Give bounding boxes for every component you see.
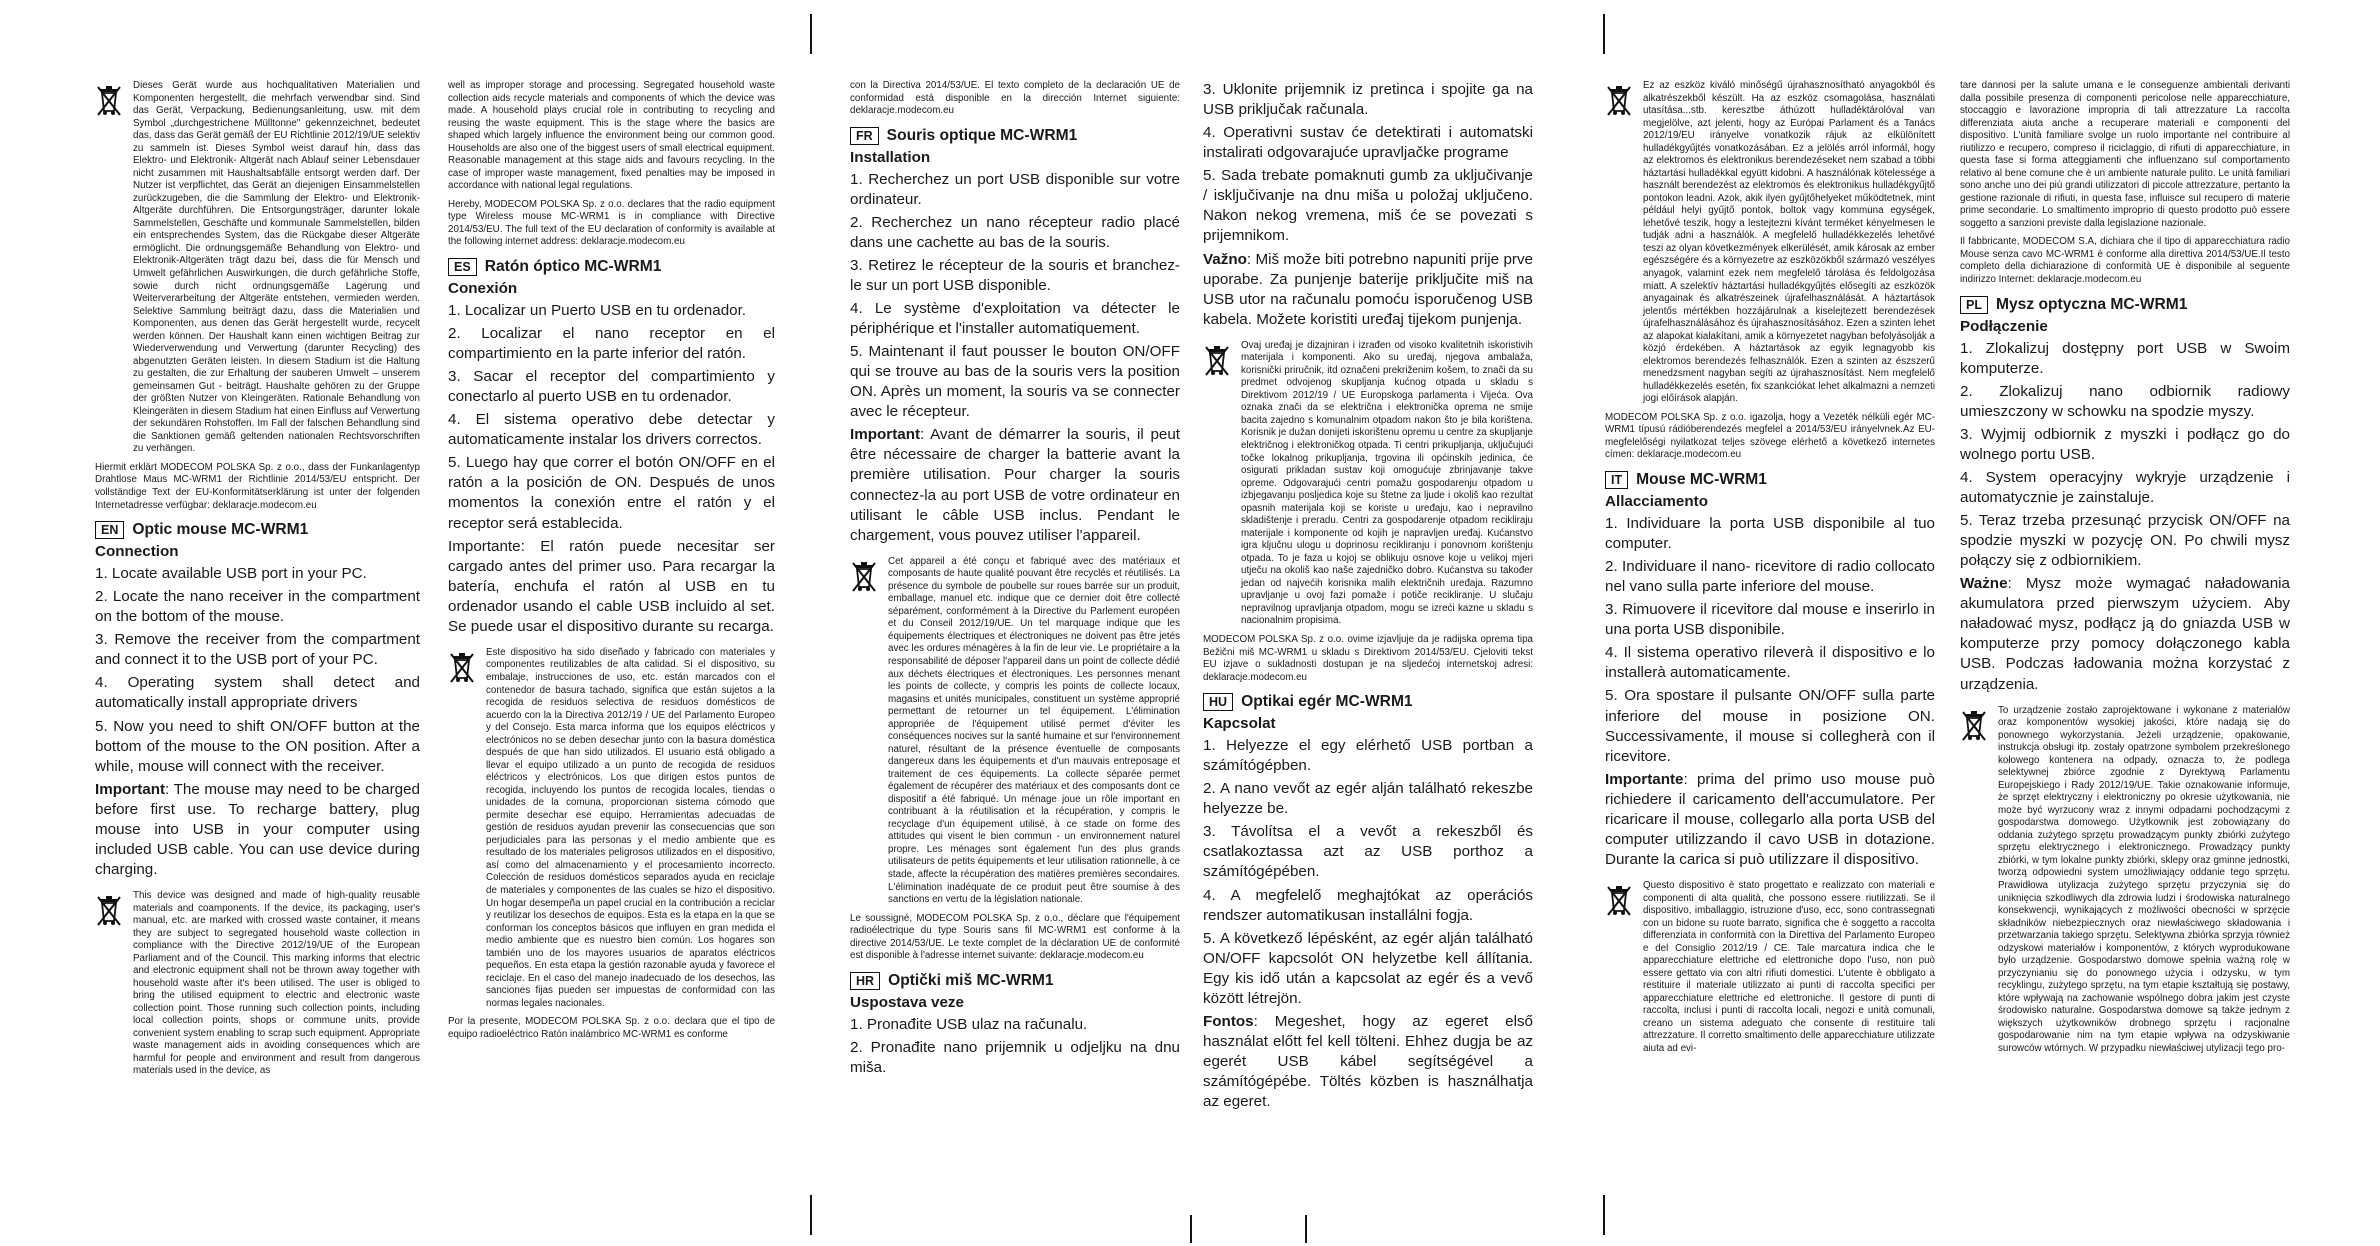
hu-declaration: MODECOM POLSKA Sp. z o.o. igazolja, hogy a Vezeték nélküli egér MC-WRM1 típusú rádióberendezés megfelel a 2014/53/EU irányelvnek.Az EU-megfelelőségi nyilatkozat teljes szövege elérhető a következő internetes címen: deklaracje.modecom.eu [1605, 411, 1935, 461]
hr-weee-text: Ovaj uređaj je dizajniran i izrađen od visoko kvalitetnih iskoristivih materijala i komponenti. Ako su uređaj, njegova ambalaža, korisnički priručnik, itd označeni prekriženim košem, to znači da su predmet odvojenog skupljanja kućnog otpada u skladu s Direktivom 2012/19 / UE Europskoga parlamenta i Vijeća. Ova oznaka znači da se električna i elektronička oprema ne smije bacita zajedno s komunalnim otpadom nakon što je bila korištena. Korisnik je dužan donijeti iskorištenu opremu u centre za skupljanje električnog i elektroničkog otpada. Ti centri prikupljanja, uključujući točke lokalnog prikupljanja, trgovina ili općinskih jedinica, će osigurati prikladan sustav koji omogućuje zbrinjavanje takve opreme. Odgovarajući centri pomažu gospodarenju otpadom u izbjegavanju posljedica koje su štetne za ljude i okoliš kao rezultat opasnih materijala koji se koriste u uređaju, kao i nepravilno skladištenje i preradu. Centri za gospodarenje otpadom recikliraju materijale i komponente od kojih je napravljen uređaj. Kućanstvo igra ključnu ulogu u doprinosu recikliranju i ponovnom korištenju otpada. To je faza u kojoj se oblikuju osnove koje u velikoj mjeri utječu na okoliš kao naše zajedničko dobro. Kućanstva su također jedan od najvećih korisnika malih električnih uređaja. Razumno upravljanje u ovoj fazi pomaže i potiče recikliranje. U slučaju nepravilnog upravljanja otpadom, mogu se izreći kazne u skladu s nacionalnim propisima. [1241, 339, 1533, 627]
pl-title: Mysz optyczna MC-WRM1 [1995, 295, 2188, 313]
fr-header [850, 126, 1180, 146]
crossed-bin-icon [1960, 709, 1988, 741]
hu-weee-notice [1605, 80, 1935, 412]
hu-step: 1. Helyezze el egy elérhető USB portban a számítógépben. [1203, 737, 1533, 775]
es-important: Importante: El ratón puede necesitar ser cargado antes del primer uso. Para recargar la batería, enchufa el ratón al USB en tu ordenador usando el cable USB incluido al set. Se puede usar el dispositivo durante su recarga. [448, 537, 775, 635]
it-important: Importante: prima del primo uso mouse può richiedere il caricamento dell'accumulatore. Per ricaricare il mouse, collegarlo alla porta USB del computer utilizzando il cavo USB in dotazione. Durante la carica si può utilizzare il dispositivo. [1605, 770, 1935, 868]
fr-subtitle: Installation [850, 148, 931, 166]
pl-important: Ważne: Mysz może wymagać naładowania akumulatora przed pierwszym użyciem. Aby naładować mysz, podłącz ją do gniazda USB w komputerze przy pomocy dołączonego kabla USB. Podczas ładowania można korzystać z urządzenia. [1960, 575, 2290, 693]
hu-important: Fontos: Megeshet, hogy az egeret első használat előtt fel kell tölteni. Ehhez dugja be az egerét USB kábel segítségével a számítógépébe. Töltés közben is használhatja az egeret. [1203, 1012, 1533, 1111]
es-step: 4. El sistema operativo debe detectar y automaticamente instalar los drivers correctos. [448, 411, 775, 449]
en-steps [95, 564, 420, 880]
column-2 [448, 80, 775, 1047]
crossed-bin-icon [95, 894, 123, 926]
fr-title: Souris optique MC-WRM1 [886, 126, 1078, 144]
pl-subtitle: Podłączenie [1960, 317, 2048, 335]
es-subtitle: Conexión [448, 280, 518, 298]
it-lang-badge: IT [1605, 471, 1628, 489]
pl-weee-text: To urządzenie zostało zaprojektowane i wykonane z materiałów oraz komponentów wysokiej jakości, które nadają się do ponownego wykorzystania. Jeżeli urządzenie, opakowanie, instrukcja obsługi itp. zostały opatrzone symbolem przekreślonego kołowego kontenera na odpady, oznacza to, że podlega selektywnej zbiórce zgodnie z Dyrektywą Parlamentu Europejskiego i Rady 2012/19/UE. Takie oznakowanie informuje, że sprzęt elektryczny i elektroniczny po okresie użytkowania, nie może być wyrzucony wraz z innymi odpadami pochodzącymi z gospodarstwa domowego. Użytkownik jest zobowiązany do oddania zużytego sprzętu prowadzącym punkty zbiórki zużytego sprzętu elektrycznego i elektronicznego. Prowadzący punkty zbiórki, w tym lokalne punkty zbiórki, sklepy oraz gminne jednostki, tworzą odpowiedni system umożliwiający oddanie tego sprzętu. Prawidłowa utylizacja zużytego sprzętu przyczynia się do uniknięcia szkodliwych dla zdrowia ludzi i środowiska naturalnego konsekwencji, wynikających z możliwości obecności w sprzęcie składników niebezpiecznych oraz niewłaściwego składowania i przetwarzania takiego sprzętu. Selektywna zbiórka sprzyja również odzyskowi materiałów i komponentów, z których wyprodukowane było urządzenie. Gospodarstwo domowe spełnia ważną rolę w przyczynianiu się do ponownego użycia i odzysku, w tym recyklingu, zużytego sprzętu, na tym etapie kształtują się postawy, które wpływają na zachowanie wspólnego dobra jakim jest czyste środowisko naturalne. Gospodarstwa domowe są także jednym z większych użytkowników drobnego sprzętu i racjonalne gospodarowanie nim na tym etapie wpływa na odzyskiwanie surowców wtórnych. W przypadku niewłaściwej utylizacji tego pro- [1998, 704, 2290, 1054]
pl-step: 3. Wyjmij odbiornik z myszki i podłącz go do wolnego portu USB. [1960, 425, 2290, 463]
de-weee-text: Dieses Gerät wurde aus hochqualitativen Materialien und Komponenten hergestellt, die mehrfach verwendbar sind. Sind das Gerät, Verpackung, Bedienungsanleitung, usw. mit dem Symbol „durchgestrichene Mülltonne" gekennzeichnet, bedeutet das, dass das Gerät gemäß der EU Richtlinie 2012/19/UE selektiv zu sammeln ist. Dieses Symbol weist darauf hin, dass das Elektro- und Elektronik- Altgerät nach Ablauf seiner Lebensdauer nicht zusammen mit Haushaltsabfälle entsorgt werden darf. Der Nutzer ist verpflichtet, das Gerät an diejenigen Einsammelstellen zurückzugeben, die die Sammlung der Elektro- und Elektronik-Altgeräte durchführen. Die Entsorgungsträger, darunter lokale Sammelstellen, Geschäfte und kommunale Sammelstellen, bilden ein entsprechendes System, das die Rückgabe dieser Altgeräte ermöglicht. Die ordnungsgemäße Behandlung von Elektro- und Elektronik-Altgeräten trägt dazu bei, dass die für Mensch und Umwelt gefährlichen Auswirkungen, die durch gefährliche Stoffe, sowie durch nicht ordnungsgemäße Lagerung und Weiterverarbeitung der Altgeräte entstehen, vermieden werden. Selektive Sammlung beiträgt dazu, dass die Materialien und Komponenten, aus denen das Gerät hergestellt wurde, recycelt werden können. Der Haushalt kann einen wichtigen Beitrag zur Wiederverwendung und Verwertung (darunter Recycling) des abgenutzten Geräten leisten. In diesem Stadium ist die Haltung zu gestalten, die zur Erhaltung der sauberen Umwelt – unserem gemeinsamen Gut - beiträgt. Haushalte gehören zu der Gruppe der größten Nutzer von Kleingeräten. Rationale Behandlung von Kleingeräten in diesem Stadium hat einen Einfluss auf Verwertung der sekundären Rohstoffen. Im Fall der falschen Behandlung sind die Sanktionen gemäß geltenden nationalen Rechtsvorschriften zu verhängen. [133, 80, 421, 455]
column-3 [850, 80, 1180, 1081]
pl-lang-badge: PL [1960, 296, 1988, 314]
hr-important: Važno: Miš može biti potrebno napuniti prije prve uporabe. Za punjenje baterije priključite miš na USB utor na računalu pomoću isporučenog USB kabela. Možete koristiti uređaj tijekom punjenja. [1203, 250, 1533, 328]
it-weee-continued: tare dannosi per la salute umana e le conseguenze ambientali derivanti dalla possibile presenza di componenti pericolose nelle apparecchiature, stoccaggio e lavorazione impropria di tali attrezzature La raccolta differenziata aiuta anche a recuperare materiali e componenti del dispositivo. L'unità familiare svolge un ruolo importante nel contribuire al riutilizzo e recupero, compreso il riciclaggio, di rifiuti di apparecchiature, in questa fase si forma atteggiamenti che influenzano sul comportamento relativo al bene comune che è un ambiente naturale pulito. Le unità familiari sono anche uno dei più grandi utilizzatori di piccole attrezzature, pertanto la gestione razionale di rifiuti, in questa fase, influisce sul recupero di materie prime secondarie. Lo smaltimento improprio di questo prodotto può essere soggetto a sanzioni previste dalla legislazione nazionale. [1960, 80, 2290, 229]
hr-step: 1. Pronađite USB ulaz na računalu. [850, 1015, 1088, 1033]
hu-header [1203, 692, 1533, 712]
es-header [448, 257, 775, 277]
hr-declaration: MODECOM POLSKA Sp. z o.o. ovime izjavljuje da je radijska oprema tipa Bežični miš MC-WRM1 u skladu s Direktivom 2014/53/EU. Cjeloviti tekst EU izjave o sukladnosti dostupan je na sljedećoj internetskoj adresi: deklaracje.modecom.eu [1203, 633, 1533, 683]
fold-mark [1603, 1195, 1605, 1235]
es-step: 1. Localizar un Puerto USB en tu ordenador. [448, 301, 747, 319]
pl-steps [1960, 339, 2290, 695]
column-4 [1203, 80, 1533, 1115]
hr-steps-continued [1203, 80, 1533, 330]
fr-step: 1. Recherchez un port USB disponible sur votre ordinateur. [850, 170, 1180, 208]
fold-mark [1190, 1215, 1192, 1243]
en-subtitle: Connection [95, 543, 179, 561]
es-weee-notice [448, 647, 775, 1016]
fold-mark [1305, 1215, 1307, 1243]
es-step: 5. Luego hay que correr el botón ON/OFF en el ratón a la posición de ON. Después de unos momentos la conexión entre el ratón y el receptor será establecida. [448, 454, 775, 532]
crossed-bin-icon [1203, 344, 1231, 376]
fr-step: 2. Recherchez un nano récepteur radio placé dans une cachette au bas de la souris. [850, 213, 1180, 251]
es-steps [448, 301, 775, 637]
en-step: 1. Locate available USB port in your PC. [95, 565, 367, 583]
en-step: 3. Remove the receiver from the compartment and connect it to the USB port of your PC. [95, 631, 420, 669]
en-step: 4. Operating system shall detect and automatically install appropriate drivers [95, 674, 420, 712]
hr-title: Optički miš MC-WRM1 [888, 971, 1054, 989]
es-title: Ratón óptico MC-WRM1 [484, 257, 662, 275]
fold-mark [810, 1195, 812, 1235]
hu-lang-badge: HU [1203, 693, 1233, 711]
column-5 [1605, 80, 1935, 1061]
es-step: 3. Sacar el receptor del compartimiento y conectarlo al puerto USB en tu ordenador. [448, 368, 775, 406]
pl-header [1960, 295, 2290, 315]
crossed-bin-icon [1605, 884, 1633, 916]
pl-step: 4. System operacyjny wykryje urządzenie i automatycznie je zainstaluje. [1960, 468, 2290, 506]
it-header [1605, 470, 1935, 490]
hu-weee-text: Ez az eszköz kiváló minőségű újrahasznosítható anyagokból és alkatrészekből készült. Ha az eszköz csomagolása, használati utasítása...stb. keresztbe áthúzott hulladéktárolóval van megjelölve, azt jelenti, hogy az Európai Parlament és a Tanács 2012/19/EU irányelve vonatkozik rájuk az elkülönített hulladékgyűjtés vonatkozásában. Ez a jelölés arról informál, hogy az elektromos és elektronikus berendezéseket nem szabad a többi háztartási hulladékkal együtt kidobni. A használónak kötelessége a használt berendezést az elektromos és elektronikus hulladékgyűjtő pontokon leadni. Azok, akik ilyen gyűjtőhelyeket működtetnek, mint például helyi gyűjtő pontok, boltok vagy kommuna egységek, lehetővé teszik, hogy a lestejtezni kívánt terméket kényelmesen le tudják adni a használók. A megfelelő hulladékkezelés lehetővé teszi az olyan következmények elkerülését, amik károsak az ember egészségére és a környezetre az eszközökből származó veszélyes anyagok, valamint ezek nem megfelelő tárolása és feldolgozása miatt. A szelektív háztartási hulladékgyűjtés elősegíti az eszközök anyagainak és alkatrészeinek újrafelhasználását. A háztartások jelentős mértékben hozzájárulnak a kiselejtezett berendezések újrafelhasználásához és újrahasznosításához. Ezen a szinten lehet az alapokat kialakítani, amik a környezetet nagyban befolyásolják a közjó érdekében. A háztartások az egyik legnagyobb kis elektromos berendezés felhasználók. Ezen a szinten az észszerű menedzsment nagyban segíti az újrahasznosítást. Nem megfelelő hulladékkezelés esetén, fix szankciókat lehet alkalmazni a nemzeti jogi előírások alapján. [1643, 80, 1935, 405]
fr-weee-text: Cet appareil a été conçu et fabriqué avec des matériaux et composants de haute qualité pouvant être recyclés et réutilisés. La présence du symbole de poubelle sur roues barrée sur un produit, emballage, manuel etc. indique que ce dernier doit être collecté séparément, conformément à la Directive du Parlement européen et du Conseil 2012/19/UE. Un tel marquage indique que les équipements électriques et électroniques ne doivent pas être jetés avec les ordures ménagères à la fin de leur vie. Le propriétaire a la responsabilité de déposer l'appareil dans un point de collecte dédié aux déchets électriques et électroniques. Les personnes menant les points de collecte, y compris les points de collecte locaux, magasins et unités municipales, constituent un système approprié permettant de retourner un tel équipement. L'élimination appropriée de l'équipement utilisé permet d'éviter les conséquences nocives sur la santé humaine et sur l'environnement naturel, résultant de la présence éventuelle de composants dangereux dans les équipements et d'un mauvais entreposage et traitement de ces équipements. La collecte séparée permet également de récupérer des matériaux et des composants dont ce dispositif a été fabriqué. Un ménage joue un rôle important en contribuant à la réutilisation et la récupération, y compris le recyclage d'un équipement utilisé, à ce stade on forme des attitudes qui visent le bien commun - un environnement naturel propre. Les ménages sont également l'un des plus grands utilisateurs de petits équipements et leur utilisation rationnelle, à ce stade, affecte la récupération des matières premières secondaires. L'élimination inadéquate de ce produit peut être soumise à des sanctions en vertu de la législation nationale. [888, 555, 1180, 906]
es-declaration: Por la presente, MODECOM POLSKA Sp. z o.o. declara que el tipo de equipo radioeléctrico Ratón inalámbrico MC-WRM1 es conforme [448, 1016, 775, 1040]
fr-weee-notice [850, 556, 1180, 913]
hr-step: 3. Uklonite prijemnik iz pretinca i spojite ga na USB priključak računala. [1203, 81, 1533, 119]
fr-lang-badge: FR [850, 127, 879, 145]
hr-step: 2. Pronađite nano prijemnik u odjeljku na dnu miša. [850, 1038, 1180, 1076]
hu-steps [1203, 736, 1533, 1112]
it-weee-text: Questo dispositivo è stato progettato e realizzato con materiali e componenti di alta qualità, che possono essere riutilizzati. Se il dispositivo, imballaggio, istruzione d'uso, ecc, sono contrassegnati con un bidone su ruote barrato, significa che è soggetto a raccolta differenziata in conformità con la Direttiva del Parlamento Europeo e del Consiglio 2012/19 / CE. Tale marcatura indica che le apparecchiature elettriche ed elettroniche dopo l'uso, non può essere gettato via con altri rifiuti domestici. L'utente è obbligato a restituire il materiale utilizzato ai punti di raccolta specifici per apparecchiature elettriche ed elettroniche. Il gestore di punti di raccolta, inclusi i punti di raccolta locali, negozi e unità comunali, creano un sistema adeguato che consente di restituire tali attrezzature. Il corretto smaltimento delle apparecchiature utilizzate aiuta ad evi- [1643, 880, 1935, 1054]
fr-steps [850, 170, 1180, 546]
en-title: Optic mouse MC-WRM1 [132, 521, 309, 539]
fr-step: 5. Maintenant il faut pousser le bouton ON/OFF qui se trouve au bas de la souris vers la position ON. Après un moment, la souris va se connecter avec le récepteur. [850, 343, 1180, 421]
pl-step: 5. Teraz trzeba przesunąć przycisk ON/OFF na spodzie myszki w pozycję ON. Po chwili mysz połączy się z odbiornikiem. [1960, 512, 2290, 570]
hr-subtitle: Uspostava veze [850, 994, 964, 1011]
hr-header [850, 971, 1180, 991]
es-declaration-continued: con la Directiva 2014/53/UE. El texto completo de la declaración UE de conformidad está disponible en la dirección Internet siguiente: deklaracje.modecom.eu [850, 80, 1180, 117]
pl-step: 1. Zlokalizuj dostępny port USB w Swoim komputerze. [1960, 339, 2290, 377]
hr-weee-notice [1203, 340, 1533, 634]
hr-step: 4. Operativni sustav će detektirati i automatski instalirati odgovarajuće upravljačke programe [1203, 124, 1533, 162]
en-header [95, 520, 420, 540]
fold-mark [1603, 14, 1605, 54]
fr-declaration: Le soussigné, MODECOM POLSKA Sp. z o.o., déclare que l'équipement radioélectrique du type Souris sans fil MC-WRM1 est conforme à la directive 2014/53/UE. Le texte complet de la déclaration UE de conformité est disponible à l'adresse internet suivante: deklaracje.modecom.eu [850, 912, 1180, 962]
crossed-bin-icon [448, 651, 476, 683]
hu-step: 4. A megfelelő meghajtókat az operációs rendszer automatikusan installálni fogja. [1203, 886, 1533, 924]
en-weee-notice [95, 890, 420, 1084]
es-weee-text: Este dispositivo ha sido diseñado y fabricado con materiales y componentes reutilizables de alta calidad. Si el dispositivo, su embalaje, instrucciones de uso, etc. están marcados con el contenedor de basura tachado, significa que están sujetos a la recogida de residuos selectiva de residuos domésticos de acuerdo con la la Directiva 2012/19 / UE del Parlamento Europeo y del Consejo. Esta marca informa que los equipos eléctricos y electrónicos no se deben desechar junto con la basura doméstica después de que han sido utilizados. El usuario está obligado a llevar el equipo utilizado a un punto de recogida de residuos eléctricos y electrónicos. Los que dirigen estos puntos de recogida, incluyendo los puntos de recogida locales, tiendas o unidades de la comuna, proporcionan sistema cómodo que permite desechar ese equipo. Herramientas adecuadas de gestión de residuos ayudan prevenir las consecuencias que son perjudiciales para las personas y el medio ambiente que es resultado de los materiales peligrosos utilizados en el dispositivo, así como del almacenamiento y el procesamiento incorrecto. Colección de residuos domésticos separados ayuda en reciclaje de materiales y componentes de las cuales se hizo el dispositivo. Un hogar desempeña un papel crucial en la contribución a reciclar y reutilizar los desechos de equipos. Esta es la etapa en la que se conforman los conceptos básicos que influyen en gran medida el medio ambiente que es nuestro bien común. Los hogares son también uno de los mayores usuarios de aparatos eléctricos pequeños. En esta etapa la gestión razonable ayuda y favorece el reciclaje. En el caso del manejo inadecuado de los desechos, las sanciones fijas pueden ser impuestas de conformidad con las normas legales nacionales. [486, 646, 775, 1009]
it-step: 1. Individuare la porta USB disponibile al tuo computer. [1605, 514, 1935, 553]
en-step: 2. Locate the nano receiver in the compartment on the bottom of the mouse. [95, 588, 420, 626]
en-lang-badge: EN [95, 521, 124, 539]
fr-important: Important: Avant de démarrer la souris, il peut être nécessaire de charger la batterie avant la première utilisation. Pour charger la souris connectez-la au port USB de votre ordinateur en utilisant le câble USB inclus. Pendant le chargement, vous pouvez utiliser l'appareil. [850, 426, 1180, 544]
fold-mark [810, 14, 812, 54]
pl-step: 2. Zlokalizuj nano odbiornik radiowy umieszczony w schowku na spodzie myszy. [1960, 382, 2290, 420]
de-declaration: Hiermit erklärt MODECOM POLSKA Sp. z o.o., dass der Funkanlagentyp Drahtlose Maus MC-WRM1 der Richtlinie 2014/53/EU entspricht. Der vollständige Text der EU-Konformitätserklärung ist unter der folgenden Internetadresse verfügbar: deklaracje.modecom.eu [95, 461, 420, 511]
hu-title: Optikai egér MC-WRM1 [1241, 693, 1413, 711]
hr-lang-badge: HR [850, 972, 880, 990]
en-declaration: Hereby, MODECOM POLSKA Sp. z o.o. declares that the radio equipment type Wireless mouse MC-WRM1 is in compliance with Directive 2014/53/EU. The full text of the EU declaration of conformity is available at the following internet address: deklaracje.modecom.eu [448, 198, 775, 248]
it-declaration: Il fabbricante, MODECOM S.A, dichiara che il tipo di apparecchiatura radio Mouse senza cavo MC-WRM1 è conforme alla direttiva 2014/53/UE.Il testo completo della dichiarazione di conformità UE è disponibile al seguente indirizzo Internet: deklaracje.modecom.eu [1960, 236, 2290, 285]
column-1 [95, 80, 420, 1084]
it-subtitle: Allacciamento [1605, 493, 1708, 511]
es-lang-badge: ES [448, 258, 477, 276]
de-weee-notice [95, 80, 420, 462]
crossed-bin-icon [95, 84, 123, 116]
crossed-bin-icon [1605, 84, 1633, 116]
it-step: 5. Ora spostare il pulsante ON/OFF sulla parte inferiore del mouse in posizione ON. Successivamente, il mouse si collegherà con il ricevitore. [1605, 687, 1935, 765]
hr-steps [850, 1015, 1180, 1078]
it-step: 4. Il sistema operativo rileverà il dispositivo e lo installerà automaticamente. [1605, 644, 1935, 682]
en-weee-continued: well as improper storage and processing. Segregated household waste collection aids recycle materials and components of which the device was made. A household plays crucial role in contributing to recycling and reusing the waste equipment. This is the stage where the basics are shaped which largely influence the environment being our common good. Households are also one of the biggest users of small electrical equipment. Reasonable management at this stage aids and favours recycling. In the case of improper waste management, fixed penalties may be imposed in accordance with national legal regulations. [448, 80, 775, 192]
crossed-bin-icon [850, 560, 878, 592]
hu-step: 5. A következő lépésként, az egér alján található ON/OFF kapcsolót ON helyzetbe kell állítania. Egy kis idő után a kapcsolat az egér és a vevő között létrejön. [1203, 929, 1533, 1007]
en-important: Important: The mouse may need to be charged before first use. To recharge battery, plug mouse into USB in your computer using included USB cable. You can use device during charging. [95, 780, 420, 878]
hr-step: 5. Sada trebate pomaknuti gumb za uključivanje / isključivanje na dnu miša u položaj uključeno. Nakon nekog vremena, miš će se povezati s prijemnikom. [1203, 167, 1533, 245]
column-6 [1960, 80, 2290, 1061]
it-steps [1605, 514, 1935, 870]
it-step: 3. Rimuovere il ricevitore dal mouse e inserirlo in una porta USB disponibile. [1605, 601, 1935, 639]
en-step: 5. Now you need to shift ON/OFF button at the bottom of the mouse to the ON position. After a while, mouse will connect with the receiver. [95, 717, 420, 775]
it-title: Mouse MC-WRM1 [1636, 470, 1767, 488]
hu-step: 2. A nano vevőt az egér alján található rekeszbe helyezze be. [1203, 780, 1533, 818]
hu-step: 3. Távolítsa el a vevőt a rekeszből és csatlakoztassa azt az USB porthoz a számítógépében. [1203, 823, 1533, 881]
en-weee-text: This device was designed and made of high-quality reusable materials and coamponents. If the device, its packaging, user's manual, etc. are marked with crossed waste container, it means they are subject to segregated household waste collection in compliance with the Directive 2012/19/UE of the European Parliament and of the Council. This marking informs that electric and electronic equipment shall not be thrown away together with household waste after it's been utilised. The user is obliged to bring the utilised equipment to electric and electronic waste collection point. Those running such collection points, including local collection points, shops or commune units, provide convenient system enabling to scrap such equipment. Appropriate waste management aids in avoiding consequences which are harmful for people and environment and result from dangerous materials used in the device, as [133, 890, 420, 1077]
es-step: 2. Localizar el nano receptor en el compartimiento en la parte inferior del ratón. [448, 324, 775, 363]
it-step: 2. Individuare il nano- ricevitore di radio collocato nel vano sulla parte inferiore del mouse. [1605, 558, 1935, 596]
hu-subtitle: Kapcsolat [1203, 715, 1276, 733]
it-weee-notice [1605, 880, 1935, 1061]
fr-step: 3. Retirez le récepteur de la souris et branchez-le sur un port USB disponible. [850, 256, 1180, 294]
pl-weee-notice [1960, 705, 2290, 1062]
fr-step: 4. Le système d'exploitation va détecter le périphérique et l'installer automatiquement. [850, 299, 1180, 338]
